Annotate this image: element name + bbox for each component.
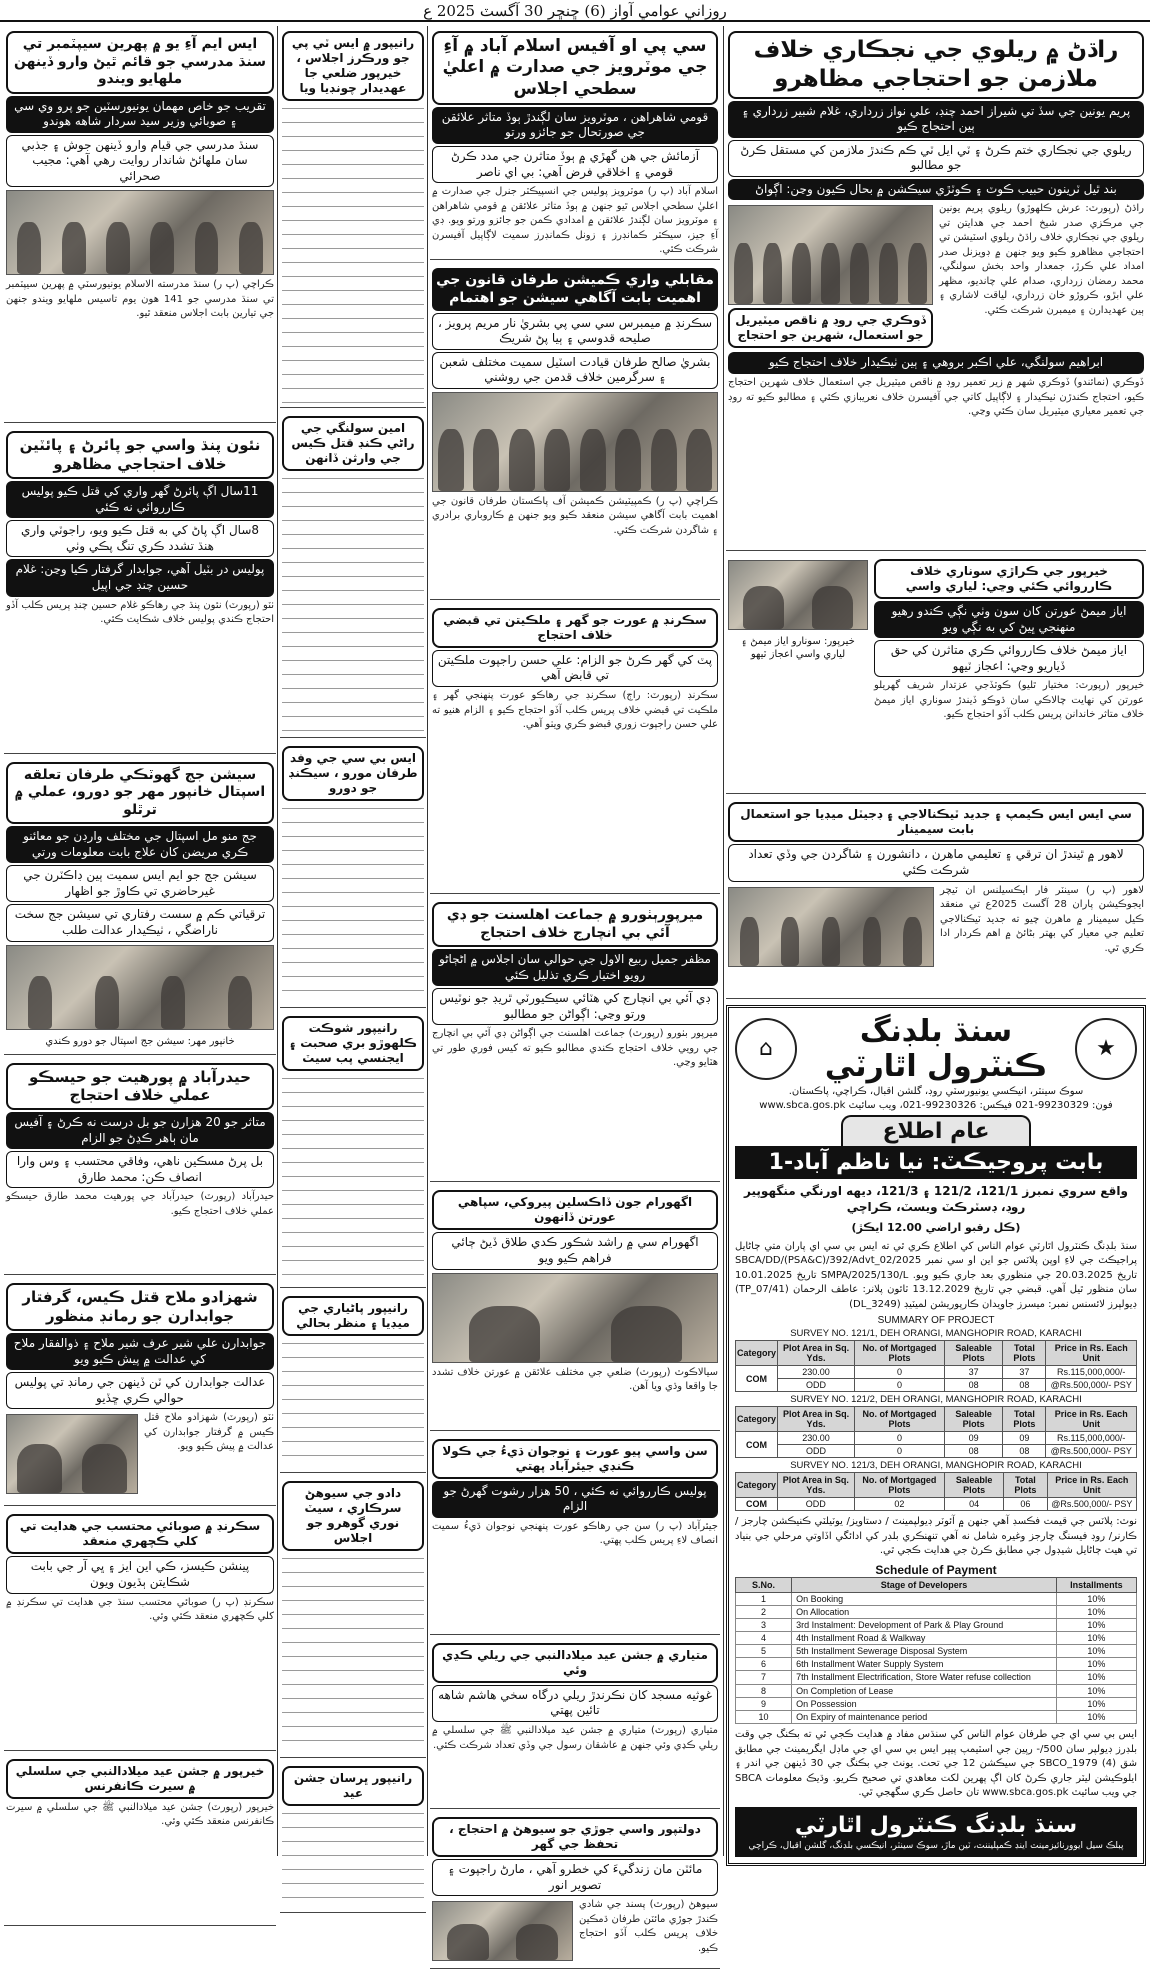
cell: @Rs.500,000/- PSY	[1046, 1445, 1137, 1458]
cell: On Possession	[792, 1697, 1057, 1710]
cell: 09	[1003, 1432, 1046, 1445]
story-headline: سڪرنڊ ۾ صوبائي محتسب جي هدايت تي کلي ڪچهري منعقد	[6, 1514, 274, 1554]
payment-schedule-table	[735, 1577, 1137, 1724]
brief-item	[280, 411, 426, 738]
cell: On Allocation	[792, 1605, 1057, 1618]
story-body: حيدرآباد (رپورٽ) حيدرآباد جي پورهيت محمد طارق حيسڪو عملي خلاف احتجاج ڪيو.	[6, 1191, 274, 1217]
brief-headline: ايس بي سي جي وفد طرفان مورو ، سيڪنڊ جو دورو	[282, 746, 424, 801]
cell: 230.00	[778, 1366, 855, 1379]
cell: 04	[945, 1498, 1004, 1511]
story-subheadline: اگهورام سي ۾ راشد شڪور ڪدي طلاق ڏيڻ ڄائي فراهم ڪيو ويو	[432, 1232, 718, 1269]
survey-title: SURVEY NO. 121/3, DEH ORANGI, MANGHOPIR ROAD, KARACHI	[790, 1460, 1082, 1472]
story-headline: ڏوڪري جي روڊ ۾ ناقص ميٽيريل جو استعمال، شهرين جو احتجاج	[728, 308, 933, 348]
story-kuli-kachehri	[4, 1509, 276, 1750]
portrait-photos	[728, 560, 868, 630]
column-right	[726, 26, 1146, 1856]
seminar-photo	[728, 887, 934, 967]
suspects-photo	[6, 1414, 138, 1494]
col-header: Category	[736, 1407, 778, 1432]
story-seminar	[726, 797, 1146, 998]
story-body: سيوهڻ (رپورٽ) پسند جي شادي ڪندڙ جوڙي مائٽن طرفان ڌمڪين خلاف پريس ڪلب آڏو احتجاج ڪيو.	[579, 1899, 718, 1954]
brief-item	[280, 741, 426, 1008]
table-row	[736, 1658, 1137, 1671]
sbca-logo-icon: ⌂	[735, 1018, 797, 1080]
brief-body	[282, 1073, 424, 1283]
cell: ODD	[778, 1498, 855, 1511]
story-headline: دولتپور واسي جوڙي جو سيوهڻ ۾ احتجاج ، تحفظ جي گهر	[432, 1817, 718, 1857]
story-headline: متياري ۾ جشن عيد ميلادالنبي جي ريلي ڪڍي وئي	[432, 1643, 718, 1683]
survey-title: SURVEY NO. 121/2, DEH ORANGI, MANGHOPIR ROAD, KARACHI	[790, 1394, 1082, 1406]
schedule-title: Schedule of Payment	[875, 1562, 997, 1577]
story-body: ميرپور بٺورو (رپورٽ) جماعت اهلسنت جي اڳواڻن ڊي آئي بي انچارج جي رويي خلاف احتجاج ڪندي مطالبو ڪيو ته کيس فوري طور تي هٽايو وڃي.	[432, 1028, 718, 1069]
brief-item	[280, 1476, 426, 1758]
story-headline: خيرپور ۾ جشن عيد ميلادالنبي جي سلسلي ۾ سيرت ڪانفرنس	[6, 1759, 274, 1799]
story-subheadline: لاهور ۾ ٿيندڙ ان ترقي ۽ تعليمي ماهرن ، دانشورن ۽ شاگردن جي وڏي تعداد شرڪت ڪئي	[728, 844, 1144, 881]
cell: 2	[736, 1605, 792, 1618]
table-row	[736, 1632, 1137, 1645]
table-row	[736, 1645, 1137, 1658]
table-row	[736, 1710, 1137, 1723]
cell: @Rs.500,000/- PSY	[1046, 1379, 1137, 1392]
story-body: ڏوڪري (نمائندو) ڏوڪري شهر ۾ زير تعمير روڊ ۾ ناقص ميٽيريل جي استعمال خلاف شهرين احتجاج ڪيو، احتجاج ڪندڙن ٺيڪيدار ۽ لاڳاپيل کاتي جي آفيسرن خلاف نعريبازي ڪئي ۽ مطالبو ڪيو ته روڊ جي تعمير معياري ميٽيريل سان ڪئي وڃي.	[728, 377, 1144, 418]
couple-photo	[432, 1901, 573, 1961]
cell: 10%	[1056, 1618, 1136, 1631]
story-subheadline: غوثيه مسجد کان نڪرندڙ ريلي درگاه سخي هاشم شاهه تائين پهتي	[432, 1685, 718, 1722]
meeting-photo	[6, 190, 274, 275]
lead-body: راڌڻ (رپورٽ: عرش ڪلهوڙو) ريلوي پريم يونين جي مرڪزي صدر شيخ احمد جي هدايتن تي ريلوي جي نجڪاري خلاف راڌڻ ريلوي اسٽيشن تي احتجاجي مظاهرو ڪيو ويو جنهن ۾ ڊويزنل صدر امداد علي ڪرڙ، جمعدار واحد بخش سولنگي، محمد رمضان زرداري، صدام علي چانديو، مظهر علي ابڙو، ڪروڙو خان زرداري، لياقت لاشاري ۽ ٻين عهديدارن ۽ ميمبرن شرڪت ڪئي.	[939, 203, 1144, 316]
table-row	[736, 1498, 1137, 1511]
cell: 6th Installment Water Supply System	[792, 1658, 1057, 1671]
survey-table	[735, 1340, 1137, 1392]
story-headline: حيدرآباد ۾ پورهيت جو حيسڪو عملي خلاف احتجاج	[6, 1063, 274, 1111]
story-headline: سن واسي پيو عورت ۽ نوجوان ڌيءُ جي ڪولا ڪنڊي جيئرآباد پهتي	[432, 1439, 718, 1479]
story-subheadline: اياز ميمڻ عورتن کان سون وٺي نڳي ڪندو رهيو منهنجي ڀيڻ کي به نڳي ويو	[874, 601, 1144, 638]
story-subheadline: پٽ کي گهر ڪرڻ جو الزام: علي حسن راجپوت ملڪيتن تي قابض آهي	[432, 650, 718, 687]
brief-item	[280, 1291, 426, 1473]
women-photo	[432, 1273, 718, 1363]
brief-headline: امين سولنگي جي راڻي ڪنڊ قتل ڪيس جي وارثن ڏانهن	[282, 416, 424, 471]
col-header: Plot Area in Sq. Yds.	[778, 1341, 855, 1366]
story-body: لاهور (پ ر) سينٽر فار ايڪسيلنس ان ٽيچر ايجوڪيشن پاران 28 آگسٽ 2025ع تي منعقد ڪيل سيمينار ۾ ماهرن چيو ته جديد ٽيڪنالاجي تعليم جي معيار کي بهتر بڻائڻ ۾ اهم ڪردار ادا ڪري ٿي.	[940, 884, 1145, 954]
story-subheadline: ابراهيم سولنگي، علي اڪبر بروهي ۽ ٻين ٺيڪيدار خلاف احتجاج ڪيو	[728, 352, 1144, 374]
cell: 10%	[1056, 1645, 1136, 1658]
cell: 0	[855, 1379, 945, 1392]
newspaper-masthead: روزاني عوامي آواز (6) ڇنڇر 30 آگسٽ 2025 ع	[0, 0, 1150, 22]
story-headline: نئون پنڌ واسي جو پائرڻ ۽ پائٽين خلاف احتجاجي مظاهرو	[6, 431, 274, 479]
cell: 06	[1004, 1498, 1048, 1511]
cell: 0	[855, 1432, 945, 1445]
story-headline: سڪرنڊ ۾ عورت جو گهر ۽ ملڪيتن تي قبضي خلاف احتجاج	[432, 608, 718, 648]
cell: 0	[855, 1445, 945, 1458]
cell: 10%	[1056, 1605, 1136, 1618]
col-header: Stage of Developers	[792, 1577, 1057, 1592]
story-subheadline: جج منو مل اسپتال جي مختلف وارڊن جو معائنو ڪري مريضن کان علاج بابت معلومات ورتي	[6, 826, 274, 863]
cell: 10%	[1056, 1671, 1136, 1684]
column-divider	[277, 26, 278, 1856]
story-subheadline: پوليس ڪارروائي نه ڪئي ، 50 هزار رشوت گهرڻ جو الزام	[432, 1481, 718, 1518]
ad-project-label: بابت پروجيڪٽ: نيا ناظم آباد-1	[735, 1146, 1137, 1179]
story-body: جيئرآباد (پ ر) سن جي رهاڪو عورت پنهنجي نوجوان ڌيءُ سميت انصاف لاءِ پريس ڪلب پهتي.	[432, 1520, 718, 1547]
column-divider	[427, 26, 428, 1856]
brief-headline: دادو جي سيوهڻ سرڪاري ، سيٽ نوري گوهرو جو اجلاس	[282, 1481, 424, 1551]
cell: @Rs.500,000/- PSY	[1047, 1498, 1136, 1511]
cell: On Expiry of maintenance period	[792, 1710, 1057, 1723]
story-body: متياري (رپورٽ) متياري ۾ جشن عيد ميلادالنبي ﷺ جي سلسلي ۾ ريلي ڪڍي وئي جنهن ۾ عاشقان رسول جي وڏي تعداد شرڪت ڪئي.	[432, 1725, 718, 1751]
story-subheadline: 11سال اڳ پائرڻ گهر واري کي قتل ڪيو پوليس ڪارروائي نه ڪئي	[6, 481, 274, 518]
table-row	[736, 1618, 1137, 1631]
col-header: S.No.	[736, 1577, 792, 1592]
cell: 08	[1003, 1379, 1046, 1392]
brief-headline: رانيپور شوڪت ڪلهوڙو بري صحبت ۽ ايجنسي پب سيٽ	[282, 1016, 424, 1071]
brief-body	[282, 103, 424, 403]
story-smiu	[4, 26, 276, 423]
col-header: Total Plots	[1003, 1341, 1046, 1366]
col-header: Category	[736, 1473, 778, 1498]
story-sakrand-protest	[430, 603, 720, 894]
lead-subheadline: ريلوي جي نجڪاري ختم ڪرڻ ۽ ٽي ايل ٽي ڪم ڪندڙ ملازمن کي مستقل ڪرڻ جو مطالبو	[728, 140, 1144, 177]
table-row	[736, 1605, 1137, 1618]
cell: 5th Installment Sewerage Disposal System	[792, 1645, 1057, 1658]
story-subheadline: بل پرڻ مسڪين ناهي، وفاقي محتسب ۽ وس وارا انصاف ڪن: محمد طارق	[6, 1151, 274, 1188]
table-row	[736, 1432, 1137, 1445]
story-body: سڪرنڊ (رپورٽ: راڄ) سڪرنڊ جي رهاڪو عورت پنهنجي گهر ۽ ملڪيت تي قبضي خلاف پريس ڪلب آڏو احتجاج ڪيو ۽ الزام هنيو ته علي حسن راجپوت زوري قبضو ڪري ويٺو آهي.	[432, 690, 718, 731]
col-header: Plot Area in Sq. Yds.	[778, 1473, 855, 1498]
cell: ODD	[778, 1379, 855, 1392]
story-jhiarabad	[430, 1434, 720, 1635]
cell: 7	[736, 1671, 792, 1684]
story-headline: شهزادو ملاح قتل ڪيس، گرفتار جوابدارن جو رمانڊ منظور	[6, 1283, 274, 1331]
photo-caption: خانپور مهر: سيشن جج اسپتال جو دورو ڪندي	[45, 1035, 235, 1047]
ad-footer-address: پبلڪ سيل ايوورنائيزمينٽ اينڊ ڪمپليننٽ، ٽين ماڙ، سوڪ سينٽر، انيڪسي بلڊنگ، گلشن اقبال، ڪراچي	[748, 1840, 1124, 1851]
table-row	[736, 1592, 1137, 1605]
story-subheadline: متاثر جو 20 هزارن جو بل درست نه ڪرڻ ۽ آفيس مان ٻاهر ڪڍڻ جو الزام	[6, 1112, 274, 1149]
cell: 10%	[1056, 1658, 1136, 1671]
story-body: سڪرنڊ (پ ر) صوبائي محتسب سنڌ جي هدايت تي سڪرنڊ ۾ کلي ڪچهري منعقد ڪئي وئي.	[6, 1596, 274, 1623]
sindh-government-logo-icon: ★	[1075, 1018, 1137, 1080]
story-body: ڪراچي (پ ر) سنڌ مدرسته الاسلام يونيورسٽي ۾ پهرين سيپٽمبر تي سنڌ مدرسي جو 141 هون يوم تاسيس ملهايو ويندو جنهن جي تيارين بابت اجلاس منعقد ٿيو.	[6, 279, 274, 320]
brief-body	[282, 1808, 424, 1908]
brief-body	[282, 473, 424, 733]
survey-table	[735, 1406, 1137, 1458]
col-header: Saleable Plots	[944, 1407, 1003, 1432]
cell: 4th Installment Road & Walkway	[792, 1632, 1057, 1645]
ad-contact: www.sbca.gos.pk فون: 99230329-021 فيڪس: 99230326-021، ويب سائيٽ	[759, 1099, 1113, 1111]
story-shahzado-mallah	[4, 1278, 276, 1506]
sbca-advertisement	[726, 1005, 1146, 1866]
story-ahlesunnat-protest	[430, 897, 720, 1182]
col-header: No. of Mortgaged Plots	[855, 1341, 945, 1366]
ad-note: نوٽ: پلاٽس جي قيمت فڪسڊ آهي جنهن ۾ آئوٽر ڊيولپمينٽ / دستاويز/ يوٽيلٽي ڪنيڪشن چارجز / ڪارنر/ روڊ فيسنگ چارجز وغيره شامل نه آهي تنهنڪري بلڊر کي ادائگي اڏاوتي مرحلي جي بنياد تي هيٺ ڄاڻايل شيڊول جي مطابق ڪرڻ جي هدايت ڪجي ٿي.	[735, 1516, 1137, 1557]
story-headline: سي پي او آفيس اسلام آباد ۾ آءِ جي موٽرويز جي صدارت ۾ اعليٰ سطحي اجلاس	[432, 31, 718, 105]
story-headline: ايس ايم آءِ يو ۾ پهرين سيپٽمبر تي سنڌ مدرسي جو قائم ٿيڻ وارو ڏينهن ملهايو ويندو	[6, 31, 274, 94]
story-body: خيرپور (رپورٽ) جشن عيد ميلادالنبي ﷺ جي سلسلي ۾ سيرت ڪانفرنس منعقد ڪئي وئي.	[6, 1801, 274, 1828]
cell-category: COM	[736, 1366, 778, 1392]
story-headline: سي ايس ايس ڪيمپ ۽ جديد ٽيڪنالاجي ۽ ڊجيٽل ميڊيا جو استعمال بابت سيمينار	[728, 802, 1144, 842]
survey-title: SURVEY NO. 121/1, DEH ORANGI, MANGHOPIR ROAD, KARACHI	[790, 1328, 1082, 1340]
lead-subheadline: پريم يونين جي سڏ تي شيراز احمد چنڊ، علي نواز زرداري، غلام شبير زرداري ۽ ٻين احتجاج ڪيو	[728, 101, 1144, 138]
table-row	[736, 1445, 1137, 1458]
cell: 6	[736, 1658, 792, 1671]
table-row	[736, 1697, 1137, 1710]
col-header: Installments	[1056, 1577, 1136, 1592]
cell: 8	[736, 1684, 792, 1697]
story-seerat-conference	[4, 1754, 276, 1926]
story-subheadline: تقريب جو خاص مهمان يونيورسٽين جو پرو وي سي ۽ صوبائي وزير سيد سردار شاهه هوندو	[6, 96, 274, 133]
cell: 10%	[1056, 1592, 1136, 1605]
column-divider	[723, 26, 724, 1856]
story-headline: مقابلي واري ڪميشن طرفان قانون جي اهميت بابت آگاهي سيشن جو اهتمام	[432, 268, 718, 310]
story-motorway	[430, 26, 720, 260]
cell: 10%	[1056, 1684, 1136, 1697]
story-subheadline: سڪرنڊ ۾ ميمبرس سي سي پي بشريٰ نار مريم پرويز ، صليحه قدوسي ۽ ٻيا پڻ شريڪ	[432, 313, 718, 350]
col-header: Saleable Plots	[945, 1473, 1004, 1498]
cell: 02	[854, 1498, 945, 1511]
table-row	[736, 1671, 1137, 1684]
cell: 3rd Instalment: Development of Park & Play Ground	[792, 1618, 1057, 1631]
cell: 9	[736, 1697, 792, 1710]
cell: On Booking	[792, 1592, 1057, 1605]
col-header: Price in Rs. Each Unit	[1046, 1407, 1137, 1432]
story-jeweller	[726, 554, 1146, 794]
col-header: Total Plots	[1003, 1407, 1046, 1432]
story-subheadline: 8سال اڳ پاڻ کي به قتل ڪيو ويو، راجوٽي واري هنڌ تشدد ڪري تنگ پڪي وٺي	[6, 520, 274, 557]
cell: 5	[736, 1645, 792, 1658]
story-subheadline: اياز ميمڻ خلاف ڪارروائي ڪري متاثرن کي حق ڏياريو وڃي: اعجاز ٽيهو	[874, 640, 1144, 677]
story-subheadline: سنڌ مدرسي جي قيام وارو ڏينهن جوش ۽ جذبي سان ملهائڻ شاندار روايت رهي آهي: مجيب صحرائي	[6, 135, 274, 188]
cell: 10%	[1056, 1710, 1136, 1723]
cell: Rs.115,000,000/-	[1046, 1432, 1137, 1445]
column-left	[4, 26, 276, 1856]
brief-headline: رانيپور ڀرسان جشن عيد	[282, 1766, 424, 1806]
cell: 10	[736, 1710, 792, 1723]
cell: Rs.115,000,000/-	[1046, 1366, 1137, 1379]
protest-photo	[728, 205, 933, 305]
story-body: خيرپور (رپورٽ: مختيار ٿليو) ڪوٽڏجي عزتدار شريف گهريلو عورتن کي نهايت چالاڪي سان ڌوڪو ڏيندڙ سوناري اياز ميمڻ خلاف متاثر خاندانن پريس ڪلب آڏو احتجاج ڪيو.	[874, 680, 1144, 721]
cell: 3	[736, 1618, 792, 1631]
ad-org-title: سنڌ بلڊنگ ڪنٽرول اٿارٽي	[824, 1013, 1048, 1084]
column-center-right	[430, 26, 720, 1954]
col-header: Price in Rs. Each Unit	[1046, 1341, 1137, 1366]
column-narrow	[280, 26, 426, 1856]
group-photo	[432, 392, 718, 492]
cell: 09	[944, 1432, 1003, 1445]
cell: 37	[1003, 1366, 1046, 1379]
lead-story	[726, 26, 1146, 551]
col-header: Category	[736, 1341, 778, 1366]
story-subheadline: سيشن جج جو ايم ايس سميت ٻين ڊاڪٽرن جي غيرحاضري تي ڪاوڙ جو اظهار	[6, 865, 274, 902]
story-body: سيالاڪوٽ (رپورٽ) ضلعي جي مختلف علائقن ۾ عورتن خلاف تشدد جا واقعا وڌي ويا آهن.	[432, 1366, 718, 1393]
table-row	[736, 1366, 1137, 1379]
cell: 7th Installment Electrification, Store Water refuse collection	[792, 1671, 1057, 1684]
cell: 10%	[1056, 1697, 1136, 1710]
summary-title: SUMMARY OF PROJECT	[877, 1315, 995, 1327]
story-subheadline: مائٽن مان زندگيءَ کي خطرو آهي ، مارڻ راجپوت ۽ تصوير انور	[432, 1859, 718, 1896]
col-header: Price in Rs. Each Unit	[1047, 1473, 1136, 1498]
story-subheadline: پوليس در بٽيل آهي، جوابدار گرفتار ڪيا وڃن: غلام حسين چنڊ جي اپيل	[6, 559, 274, 596]
hospital-visit-photo	[6, 945, 274, 1030]
col-header: No. of Mortgaged Plots	[854, 1473, 945, 1498]
story-subheadline: قومي شاهراهن ، موٽرويز سان لڳندڙ ٻوڏ متاثر علائقن جي صورتحال جو جائزو ورتو	[432, 107, 718, 144]
cell: ODD	[778, 1445, 855, 1458]
story-headline: ميرپورٻٺورو ۾ جماعت اهلسنت جو ڊي آئي بي انچارج خلاف احتجاج	[432, 902, 718, 947]
lead-headline: راڌڻ ۾ ريلوي جي نجڪاري خلاف ملازمن جو احتجاجي مظاهرو	[728, 31, 1144, 99]
cell: 08	[944, 1379, 1003, 1392]
table-row	[736, 1379, 1137, 1392]
ad-location: واقع سروي نمبرز 121/1، 121/2 ۽ 121/3، ديهه اورنگي منگهوپير روڊ، ڊسٽرڪٽ ويسٽ، ڪراچي	[744, 1183, 1128, 1215]
story-subheadline: عدالت جوابدارن کي ٽن ڏينهن جي رمانڊ تي پوليس حوالي ڪري ڇڏيو	[6, 1372, 274, 1409]
cell: 10%	[1056, 1632, 1136, 1645]
col-header: No. of Mortgaged Plots	[855, 1407, 945, 1432]
story-subheadline: آزمائش جي هن گهڙي ۾ ٻوڏ متاثرن جي مدد ڪرڻ قومي ۽ اخلاقي فرض آهي: بي اي ناصر	[432, 146, 718, 183]
table-row	[736, 1684, 1137, 1697]
cell-category: COM	[736, 1498, 778, 1511]
brief-headline: رانيپور ۾ ايس ٽي پي جو ورڪرز اجلاس ، خيرپور ضلعي جا عهديدار چونڊيا ويا	[282, 31, 424, 101]
brief-item	[280, 1761, 426, 1913]
ad-footer-title: سنڌ بلڊنگ ڪنٽرول اٿارٽي	[794, 1812, 1078, 1838]
lead-subheadline: بند ٿيل ٽرينون حبيب ڪوٽ ۽ ڪوٽڙي سيڪشن ۾ بحال ڪيون وڃن: اڳواڻ	[728, 179, 1144, 201]
story-body: اسلام آباد (پ ر) موٽرويز پوليس جي انسپيڪٽر جنرل جي صدارت ۾ اعليٰ سطحي اجلاس ٿيو جنهن ۾ ٻوڏ متاثر علائقن ۾ قومي شاهراهن ۽ موٽرويز سان لڳندڙ علائقن ۾ امدادي ڪمن جو جائزو ورتو ويو. ڊي آءِ جيز، سيڪٽر ڪمانڊرز ۽ زونل ڪمانڊرز سميت لاڳاپيل آفيسرن شرڪت ڪئي.	[432, 186, 718, 256]
story-body: ٺٽو (رپورٽ) شهزادو ملاح قتل ڪيس ۾ گرفتار جوابدارن کي عدالت ۾ پيش ڪيو ويو.	[144, 1412, 274, 1453]
story-women	[430, 1185, 720, 1430]
story-subheadline: جوابدارن علي شير عرف شير ملاح ۽ ذوالفقار ملاح کي عدالت ۾ پيش ڪيو ويو	[6, 1333, 274, 1370]
story-subheadline: ڊي آئي بي انچارج کي هٽائي سيڪيورٽي ٿريڊ جو نوٽيس ورتو وڃي: اڳواڻن جو مطالبو	[432, 988, 718, 1025]
story-subheadline: مظفر جميل ربيع الاول جي حوالي سان اجلاس ۾ اڻڄاڻو رويو اختيار ڪري تذليل ڪئي	[432, 949, 718, 986]
story-headline: اگهورام جون ڏاڪسلين پيروکي، سپاهي عورتن ڏانهون	[432, 1190, 718, 1230]
story-naon-pand	[4, 426, 276, 753]
story-body: ڪراچي (پ ر) ڪمپيٽيشن ڪميشن آف پاڪستان طرفان قانون جي اهميت بابت آگاهي سيشن منعقد ڪيو ويو جنهن ۾ ڪاروباري برادري ۽ شاگردن شرڪت ڪئي.	[432, 495, 718, 536]
ad-notice-label: عام اطلاع	[841, 1115, 1031, 1146]
brief-item	[280, 26, 426, 408]
cell: 230.00	[778, 1432, 855, 1445]
cell: 4	[736, 1632, 792, 1645]
story-body: ٺٽو (رپورٽ) نئون پنڌ جي رهاڪو غلام حسين چنڊ پريس ڪلب آڏو احتجاج ڪندي پوليس خلاف شڪايت ڪئي.	[6, 599, 274, 626]
story-headline: سيشن جج گهوٽڪي طرفان تعلقه اسپتال خانپور مهر جو دورو، عملي ۾ ترٿلو	[6, 762, 274, 825]
ad-intro: سنڌ بلڊنگ ڪنٽرول اٿارٽي عوام الناس کي اطلاع ڪري ٿي ته ايس بي سي اي پاران متي ڄاڻايل پراجيڪٽ جي لاءِ اوپن پلاٽس جو اين او سي نمبر SBCA/DD/(PSA&C)/392/Advt_02/2025 تاريخ 20.03.2025 جي منظوري بعد جاري ڪيو ويو. SMPA/2025/130/L تاريخ 10.01.2025 سان منظور ٿيل آهي. قبضي جي تاريخ 13.12.2029 ٽائون پلانر: عاطف الرحمان (TP_07/41) ڊيولپرز لائسنس نمبر: ميسرز جاويدان ڪارپوريشن لميٽيڊ (DL_3249)	[735, 1240, 1137, 1310]
cell: 37	[944, 1366, 1003, 1379]
brief-body	[282, 1338, 424, 1468]
cell: On Completion of Lease	[792, 1684, 1057, 1697]
photo-caption: خيرپور: سونارو اياز ميمڻ ۽ لياري واسي اعجاز ٽيهو	[741, 636, 855, 661]
story-session-judge	[4, 757, 276, 1055]
ad-closing: ايس بي سي اي جي طرفان عوام الناس کي سنڌس مفاد ۾ هدايت ڪجي ٿي ته بڪنگ جي وقت بلڊرز ڊيولپر سان 500/- رپين جي اسٽيمپ پيپر ايس بي سي اي جي ماڊل ايگريمينٽ جي مطابق شق (4) SBCO_1979 جي سيڪشن 12 جي تحت. يونٽ جي بڪنگ جي 30 ڏينهن جي اندر ۽ ايلوڪيشن ليٽر جاري ڪرڻ کان اڳ پهرين لکت معاهدي تي صحيح ڪريو. وڌيڪ معلومات SBCA جي ويب سائيٽ www.sbca.gos.pk تان حاصل ڪري سگهجي ٿي.	[735, 1729, 1137, 1799]
cell: 1	[736, 1592, 792, 1605]
ad-footer	[735, 1807, 1137, 1857]
cell: 08	[1003, 1445, 1046, 1458]
survey-table	[735, 1472, 1137, 1511]
cell: 0	[855, 1366, 945, 1379]
brief-body	[282, 1553, 424, 1753]
story-hesco-protest	[4, 1058, 276, 1276]
col-header: Plot Area in Sq. Yds.	[778, 1407, 855, 1432]
col-header: Total Plots	[1004, 1473, 1048, 1498]
story-sehwan-couple	[430, 1812, 720, 1969]
cell: 08	[944, 1445, 1003, 1458]
story-subheadline: پينشن ڪيسز، ڪي اين ايز ۽ ڀي آر جي بابت شڪايتن ٻڌيون ويون	[6, 1556, 274, 1593]
story-subheadline: ترقياتي ڪم ۾ سست رفتاري تي سيشن جج سخت ناراضگي ، ٺيڪيدار عدالت طلب	[6, 904, 274, 941]
story-matiari-rally	[430, 1638, 720, 1809]
brief-item	[280, 1011, 426, 1288]
col-header: Saleable Plots	[944, 1341, 1003, 1366]
story-competition-commission	[430, 263, 720, 600]
ad-area: (ڪل رقبو اراضي 12.00 ايڪڙ)	[851, 1221, 1021, 1235]
brief-body	[282, 803, 424, 1003]
ad-address: سوڪ سينٽر، انيڪسي يونيورسٽي روڊ، گلشن اقبال، ڪراچي، پاڪستان.	[788, 1085, 1084, 1097]
story-headline: خيرپور جي ڪراڙي سوناري خلاف ڪارروائي ڪئي وڃي: لياري واسي	[874, 559, 1144, 599]
story-subheadline: بشريٰ صالح طرفان قيادت اسٽيل سميت مختلف شعبن ۽ سرگرمين خلاف قدمن جي روشني	[432, 352, 718, 389]
brief-headline: رانيپور پاڻياري جي ميڊيا ۽ منظر بحالي	[282, 1296, 424, 1336]
cell-category: COM	[736, 1432, 778, 1458]
